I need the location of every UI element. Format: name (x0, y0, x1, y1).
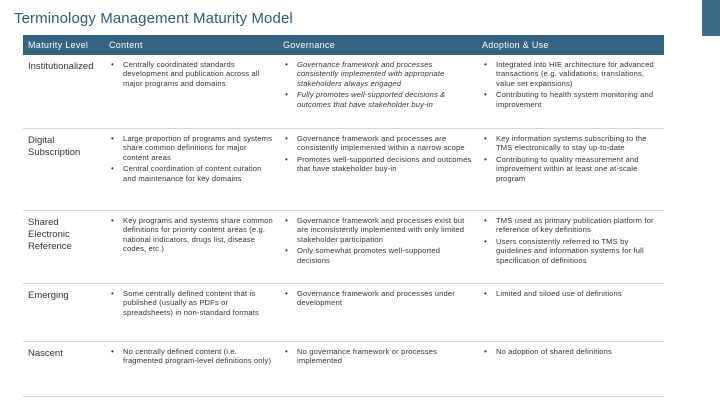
list-item: • Only somewhat promotes well-supported decisions (283, 246, 472, 265)
header-content: Content (104, 35, 278, 55)
adoption-cell (477, 284, 664, 342)
list-item: • Key information systems subscribing to the TMS electronically to stay up-to-date (482, 134, 659, 153)
page-title: Terminology Management Maturity Model (14, 10, 293, 27)
table-row (23, 129, 664, 211)
header-adoption: Adoption & Use (477, 35, 664, 55)
header-maturity-level: Maturity Level (23, 35, 104, 55)
table-header-row (23, 35, 664, 55)
maturity-table (23, 35, 664, 397)
list-item: • TMS used as primary publication platform for reference of key definitions (482, 216, 659, 235)
adoption-cell (477, 129, 664, 211)
list-item: • Large proportion of programs and systems share common definitions for major content areas (109, 134, 273, 162)
governance-cell (278, 129, 477, 211)
header-governance: Governance (278, 35, 477, 55)
list-item: • Contributing to quality measurement and improvement within at least one at-scale program (482, 155, 659, 183)
content-cell (104, 284, 278, 342)
level-label: Nascent (23, 342, 104, 397)
list-item: • Some centrally defined content that is published (usually as PDFs or spreadsheets) in non-standard formats (109, 289, 273, 317)
list-item: • No governance framework or processes implemented (283, 347, 472, 366)
corner-accent (702, 0, 720, 36)
content-cell (104, 129, 278, 211)
table-row (23, 342, 664, 397)
level-label: Digital Subscription (23, 129, 104, 211)
adoption-cell (477, 342, 664, 397)
list-item: • Users consistently referred to TMS by guidelines and information systems for full specification of definitions (482, 237, 659, 265)
list-item: • No adoption of shared definitions (482, 347, 659, 356)
list-item: • Limited and siloed use of definitions (482, 289, 659, 298)
list-item: • Integrated into HIE architecture for advanced transactions (e.g. validations, translations, value set expansions) (482, 60, 659, 88)
list-item: • Governance framework and processes consistently implemented with appropriate stakeholders always engaged (283, 60, 472, 88)
content-cell (104, 342, 278, 397)
governance-cell (278, 211, 477, 284)
list-item: • Promotes well-supported decisions and outcomes that have stakeholder buy-in (283, 155, 472, 174)
adoption-cell (477, 211, 664, 284)
content-cell (104, 211, 278, 284)
adoption-cell (477, 55, 664, 129)
governance-cell (278, 342, 477, 397)
table-row (23, 55, 664, 129)
list-item: • Contributing to health system monitoring and improvement (482, 90, 659, 109)
list-item: • Governance framework and processes exist but are inconsistently implemented with only limited stakeholder participation (283, 216, 472, 244)
table-row (23, 211, 664, 284)
table-row (23, 284, 664, 342)
governance-cell (278, 55, 477, 129)
content-cell (104, 55, 278, 129)
list-item: • No centrally defined content (i.e. fragmented program-level definitions only) (109, 347, 273, 366)
list-item: • Governance framework and processes are consistently implemented within a narrow scope (283, 134, 472, 153)
list-item: • Fully promotes well-supported decisions & outcomes that have stakeholder buy-in (283, 90, 472, 109)
list-item: • Key programs and systems share common definitions for priority content areas (e.g. national indicators, drugs list, disease codes, etc.) (109, 216, 273, 254)
list-item: • Governance framework and processes under development (283, 289, 472, 308)
level-label: Institutionalized (23, 55, 104, 129)
level-label: Shared Electronic Reference (23, 211, 104, 284)
governance-cell (278, 284, 477, 342)
list-item: • Centrally coordinated standards development and publication across all major programs and domains (109, 60, 273, 88)
list-item: • Central coordination of content curation and maintenance for key domains (109, 164, 273, 183)
level-label: Emerging (23, 284, 104, 342)
